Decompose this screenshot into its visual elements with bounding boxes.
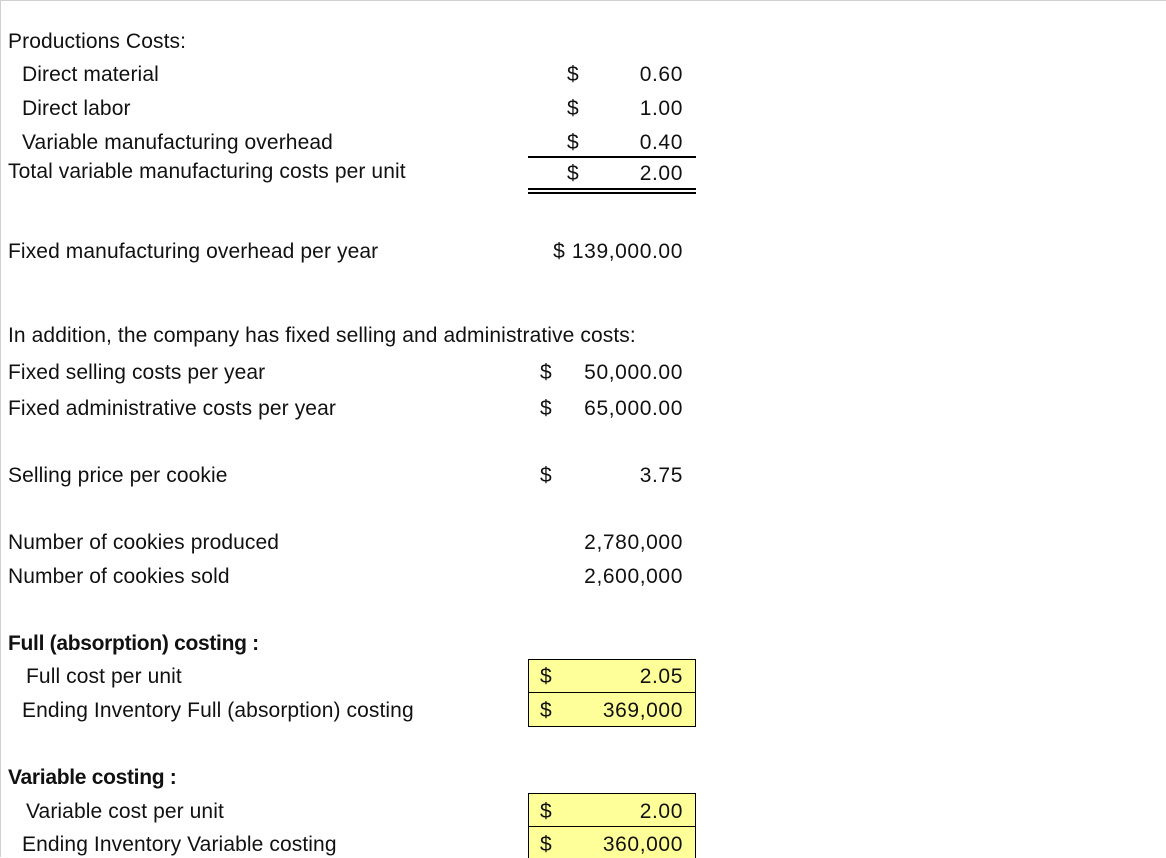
selling-price-label[interactable]: Selling price per cookie (8, 464, 228, 487)
full-costing-heading[interactable]: Full (absorption) costing : (8, 632, 259, 655)
variable-ending-inventory-currency[interactable]: $ (540, 833, 552, 856)
variable-overhead-currency[interactable]: $ (567, 131, 579, 154)
fixed-admin-value[interactable]: 65,000.00 (584, 397, 683, 420)
selling-price-currency[interactable]: $ (540, 464, 552, 487)
fixed-selling-label[interactable]: Fixed selling costs per year (8, 361, 266, 384)
selling-price-value[interactable]: 3.75 (639, 464, 683, 487)
total-variable-label[interactable]: Total variable manufacturing costs per unit (8, 160, 406, 183)
full-ending-inventory-value[interactable]: 369,000 (602, 699, 683, 722)
cookies-produced-label[interactable]: Number of cookies produced (8, 531, 280, 554)
cookies-sold-label[interactable]: Number of cookies sold (8, 565, 230, 588)
full-ending-inventory-label[interactable]: Ending Inventory Full (absorption) costing (22, 699, 414, 722)
direct-labor-currency[interactable]: $ (567, 97, 579, 120)
cookies-sold-value[interactable]: 2,600,000 (584, 565, 683, 588)
fixed-admin-label[interactable]: Fixed administrative costs per year (8, 397, 336, 420)
total-variable-value[interactable]: 2.00 (639, 162, 683, 185)
total-double-rule-top (528, 188, 696, 190)
variable-ending-inventory-value[interactable]: 360,000 (602, 833, 683, 856)
fixed-admin-currency[interactable]: $ (540, 397, 552, 420)
variable-costing-heading[interactable]: Variable costing : (8, 766, 177, 789)
variable-ending-inventory-label[interactable]: Ending Inventory Variable costing (22, 833, 337, 856)
production-heading[interactable]: Productions Costs: (8, 30, 187, 53)
direct-material-label[interactable]: Direct material (22, 63, 159, 86)
total-variable-currency[interactable]: $ (567, 162, 579, 185)
fixed-mfg-label[interactable]: Fixed manufacturing overhead per year (8, 240, 379, 263)
direct-labor-value[interactable]: 1.00 (639, 97, 683, 120)
fixed-selling-currency[interactable]: $ (540, 361, 552, 384)
cookies-produced-value[interactable]: 2,780,000 (584, 531, 683, 554)
full-cost-per-unit-label[interactable]: Full cost per unit (26, 665, 182, 688)
direct-labor-label[interactable]: Direct labor (22, 97, 131, 120)
selling-admin-intro[interactable]: In addition, the company has fixed selling and administrative costs: (8, 324, 636, 347)
fixed-selling-value[interactable]: 50,000.00 (584, 361, 683, 384)
variable-cost-per-unit-currency[interactable]: $ (540, 800, 552, 823)
variable-cost-per-unit-label[interactable]: Variable cost per unit (26, 800, 224, 823)
total-double-rule-bottom (528, 192, 696, 194)
full-cost-per-unit-value[interactable]: 2.05 (639, 665, 683, 688)
full-cost-per-unit-currency[interactable]: $ (540, 665, 552, 688)
variable-overhead-label[interactable]: Variable manufacturing overhead (22, 131, 333, 154)
variable-overhead-value[interactable]: 0.40 (639, 131, 683, 154)
variable-cost-per-unit-value[interactable]: 2.00 (639, 800, 683, 823)
full-ending-inventory-currency[interactable]: $ (540, 699, 552, 722)
subtotal-rule (528, 156, 696, 158)
direct-material-currency[interactable]: $ (567, 63, 579, 86)
direct-material-value[interactable]: 0.60 (639, 63, 683, 86)
fixed-mfg-value[interactable]: $ 139,000.00 (553, 240, 683, 263)
